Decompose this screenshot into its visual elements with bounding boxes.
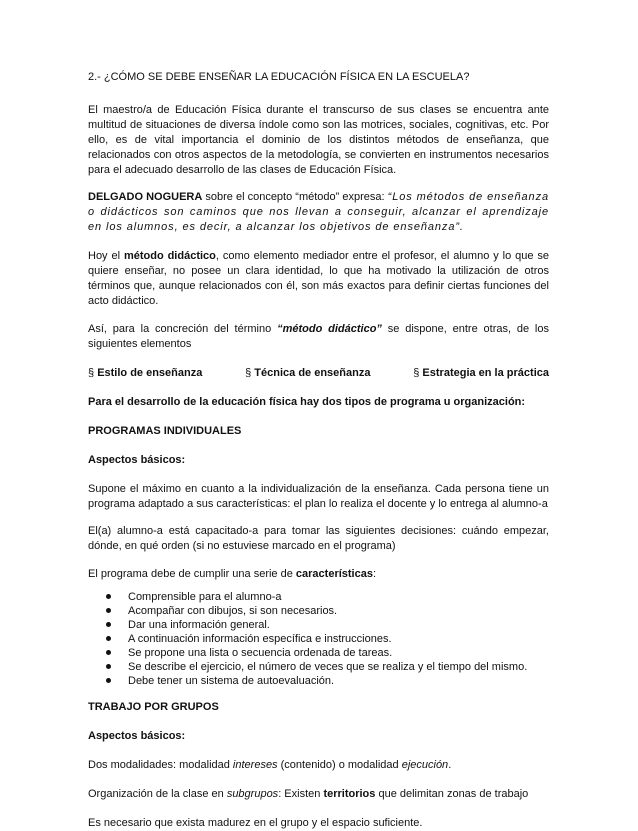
- term-ejecucion: ejecución: [401, 759, 449, 771]
- list-item: Acompañar con dibujos, si son necesarios.: [88, 604, 549, 618]
- list-item: Comprensible para el alumno-a: [88, 590, 549, 604]
- list-item: A continuación información específica e instrucciones.: [88, 632, 549, 646]
- bullet-icon: [106, 594, 111, 599]
- heading-individuales: PROGRAMAS INDIVIDUALES: [88, 425, 242, 437]
- elements-row: [88, 366, 549, 381]
- bullet-icon: [106, 636, 111, 641]
- bullet-icon: [106, 622, 111, 627]
- paragraph-elementos: Así, para la concreción del término “método didáctico” se dispone, entre otras, de los siguientes elementos: [88, 323, 549, 350]
- heading-grupos: TRABAJO POR GRUPOS: [88, 701, 219, 713]
- list-item: Se describe el ejercicio, el número de veces que se realiza y el tiempo del mismo.: [88, 660, 549, 674]
- bullet-icon: [106, 678, 111, 683]
- list-item: Se propone una lista o secuencia ordenada de tareas.: [88, 646, 549, 660]
- term-metodo-didactico: método didáctico: [123, 250, 216, 262]
- term-metodo-quoted: “método didáctico”: [277, 323, 382, 335]
- paragraph-tipos: Para el desarrollo de la educación física hay dos tipos de programa u organización:: [88, 396, 526, 408]
- list-item: Dar una información general.: [88, 618, 549, 632]
- term-intereses: intereses: [232, 759, 278, 771]
- paragraph-modalidades: Dos modalidades: modalidad intereses (contenido) o modalidad ejecución.: [88, 759, 452, 771]
- paragraph-individualizacion: Supone el máximo en cuanto a la individualización de la enseñanza. Cada persona tiene un programa adaptado a sus características: el plan lo realiza el docente y lo entrega al alumno-a: [88, 483, 549, 510]
- term-caracteristicas: características: [295, 568, 373, 580]
- bullet-icon: [106, 650, 111, 655]
- heading-aspectos-1: Aspectos básicos:: [88, 454, 186, 466]
- paragraph-metodo: Hoy el método didáctico, como elemento mediador entre el profesor, el alumno y lo que se quiere enseñar, no posee un clara identidad, lo que ha motivado la utilización de otros términos que, aunque relacionados con él, son más exactos para definir ciertas funciones del acto didáctico.: [88, 250, 549, 307]
- quote-lead: sobre el concepto “método” expresa:: [202, 191, 388, 203]
- paragraph-madurez: Es necesario que exista madurez en el grupo y el espacio suficiente.: [88, 817, 423, 829]
- bullet-icon: [106, 664, 111, 669]
- paragraph-subgrupos: Organización de la clase en subgrupos: Existen territorios que delimitan zonas de trabajo: [88, 788, 529, 800]
- list-item: Debe tener un sistema de autoevaluación.: [88, 674, 549, 688]
- author-name: DELGADO NOGUERA: [88, 191, 203, 203]
- element-estrategia: § Estrategia en la práctica: [413, 367, 549, 379]
- quote-text: “Los métodos de enseñanza o didácticos son caminos que nos llevan a conseguir, alcanzar el aprendizaje en los alumnos, es decir, a alcanzar los objetivos de enseñanza”.: [88, 191, 549, 233]
- paragraph-caracteristicas: El programa debe de cumplir una serie de características:: [88, 568, 377, 580]
- document-body: [88, 70, 549, 831]
- heading-aspectos-2: Aspectos básicos:: [88, 730, 186, 742]
- element-estilo: § Estilo de enseñanza: [88, 367, 203, 379]
- bullet-icon: [106, 608, 111, 613]
- term-territorios: territorios: [323, 788, 376, 800]
- section-heading: 2.- ¿CÓMO SE DEBE ENSEÑAR LA EDUCACIÓN FÍSICA EN LA ESCUELA?: [88, 71, 470, 83]
- term-subgrupos: subgrupos: [226, 788, 279, 800]
- paragraph-intro: El maestro/a de Educación Física durante el transcurso de sus clases se encuentra ante multitud de situaciones de diversa índole como son las motrices, sociales, cognitivas, etc. Por ello, es de vital importancia el dominio de los distintos métodos de enseñanza, que relacionados con otros aspectos de la metodología, se convierten en instrumentos necesarios para el adecuado desarrollo de las clases de Educación Física.: [88, 104, 549, 176]
- characteristics-list: [88, 590, 549, 688]
- paragraph-quote: [88, 190, 549, 235]
- element-tecnica: § Técnica de enseñanza: [245, 367, 371, 379]
- paragraph-decisiones: El(a) alumno-a está capacitado-a para tomar las siguientes decisiones: cuándo empezar, dónde, en qué orden (si no estuviese marcado en el programa): [88, 525, 549, 552]
